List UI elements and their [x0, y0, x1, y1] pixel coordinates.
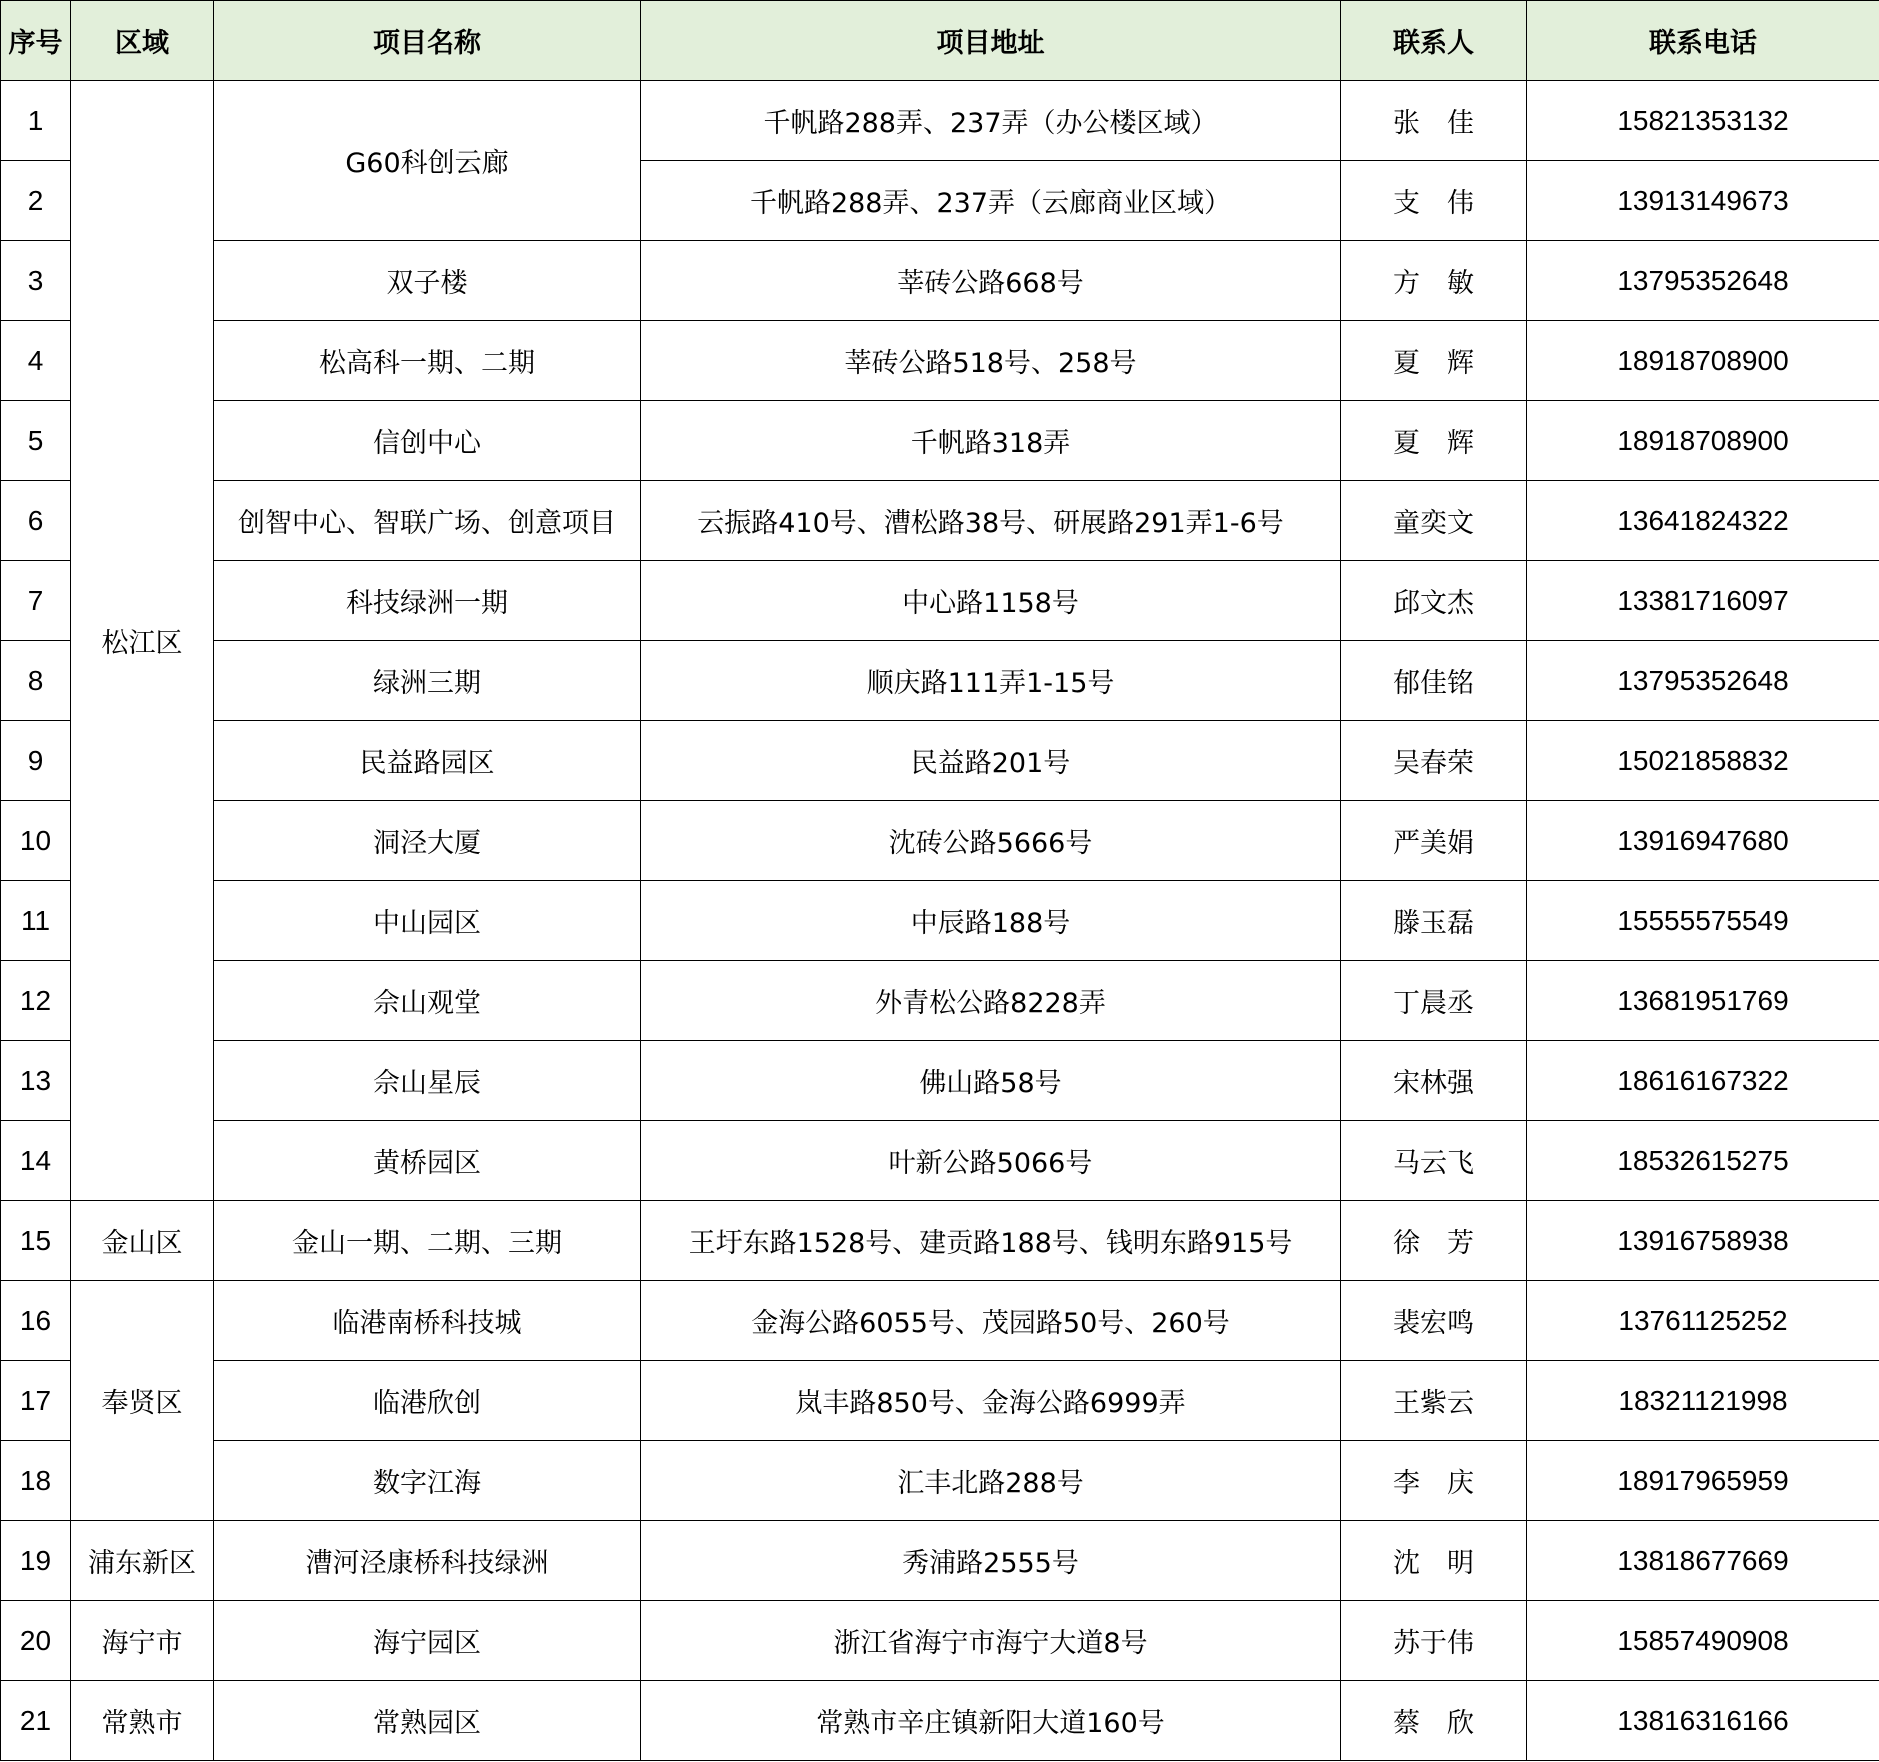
cell-phone: 15821353132	[1527, 81, 1879, 161]
cell-contact: 李 庆	[1341, 1441, 1527, 1521]
cell-address: 沈砖公路5666号	[641, 801, 1341, 881]
cell-address: 王圩东路1528号、建贡路188号、钱明东路915号	[641, 1201, 1341, 1281]
cell-address: 汇丰北路288号	[641, 1441, 1341, 1521]
cell-address: 叶新公路5066号	[641, 1121, 1341, 1201]
cell-address: 莘砖公路518号、258号	[641, 321, 1341, 401]
cell-seq: 13	[1, 1041, 71, 1121]
cell-contact: 蔡 欣	[1341, 1681, 1527, 1761]
cell-phone: 13795352648	[1527, 241, 1879, 321]
cell-address: 金海公路6055号、茂园路50号、260号	[641, 1281, 1341, 1361]
cell-phone: 13916947680	[1527, 801, 1879, 881]
cell-phone: 13681951769	[1527, 961, 1879, 1041]
cell-address: 民益路201号	[641, 721, 1341, 801]
cell-phone: 18321121998	[1527, 1361, 1879, 1441]
cell-project: 佘山观堂	[214, 961, 641, 1041]
cell-seq: 6	[1, 481, 71, 561]
cell-contact: 严美娟	[1341, 801, 1527, 881]
table-row	[1, 561, 1879, 641]
table-row	[1, 1041, 1879, 1121]
header-project: 项目名称	[214, 1, 641, 81]
cell-contact: 夏 辉	[1341, 321, 1527, 401]
cell-seq: 3	[1, 241, 71, 321]
header-row	[1, 1, 1879, 81]
cell-project: 佘山星辰	[214, 1041, 641, 1121]
cell-contact: 王紫云	[1341, 1361, 1527, 1441]
table-row	[1, 1361, 1879, 1441]
cell-region: 奉贤区	[71, 1281, 214, 1521]
cell-project: 中山园区	[214, 881, 641, 961]
table-row	[1, 1281, 1879, 1361]
cell-seq: 20	[1, 1601, 71, 1681]
cell-project: 科技绿洲一期	[214, 561, 641, 641]
table-row	[1, 1681, 1879, 1761]
cell-project: 常熟园区	[214, 1681, 641, 1761]
cell-phone: 15021858832	[1527, 721, 1879, 801]
table-row	[1, 241, 1879, 321]
cell-seq: 19	[1, 1521, 71, 1601]
cell-contact: 裴宏鸣	[1341, 1281, 1527, 1361]
cell-region: 浦东新区	[71, 1521, 214, 1601]
cell-region: 海宁市	[71, 1601, 214, 1681]
cell-project: 绿洲三期	[214, 641, 641, 721]
cell-region: 松江区	[71, 81, 214, 1201]
cell-contact: 丁晨丞	[1341, 961, 1527, 1041]
cell-address: 中辰路188号	[641, 881, 1341, 961]
cell-phone: 13816316166	[1527, 1681, 1879, 1761]
table-row	[1, 81, 1879, 161]
cell-address: 千帆路288弄、237弄（云廊商业区域）	[641, 161, 1341, 241]
cell-seq: 16	[1, 1281, 71, 1361]
table-row	[1, 321, 1879, 401]
header-contact: 联系人	[1341, 1, 1527, 81]
table-row	[1, 401, 1879, 481]
cell-seq: 7	[1, 561, 71, 641]
cell-project: 金山一期、二期、三期	[214, 1201, 641, 1281]
cell-seq: 15	[1, 1201, 71, 1281]
cell-address: 顺庆路111弄1-15号	[641, 641, 1341, 721]
cell-seq: 4	[1, 321, 71, 401]
cell-contact: 张 佳	[1341, 81, 1527, 161]
cell-address: 常熟市辛庄镇新阳大道160号	[641, 1681, 1341, 1761]
cell-address: 佛山路58号	[641, 1041, 1341, 1121]
cell-contact: 支 伟	[1341, 161, 1527, 241]
table-row	[1, 1521, 1879, 1601]
table-row	[1, 881, 1879, 961]
cell-project: 数字江海	[214, 1441, 641, 1521]
cell-contact: 马云飞	[1341, 1121, 1527, 1201]
table-row	[1, 1201, 1879, 1281]
cell-address: 中心路1158号	[641, 561, 1341, 641]
cell-address: 云振路410号、漕松路38号、研展路291弄1-6号	[641, 481, 1341, 561]
header-phone: 联系电话	[1527, 1, 1879, 81]
cell-project: 漕河泾康桥科技绿洲	[214, 1521, 641, 1601]
table-row	[1, 801, 1879, 881]
table-row	[1, 1601, 1879, 1681]
cell-address: 岚丰路850号、金海公路6999弄	[641, 1361, 1341, 1441]
cell-seq: 5	[1, 401, 71, 481]
cell-contact: 童奕文	[1341, 481, 1527, 561]
cell-contact: 邱文杰	[1341, 561, 1527, 641]
cell-contact: 徐 芳	[1341, 1201, 1527, 1281]
cell-project: 松高科一期、二期	[214, 321, 641, 401]
cell-seq: 21	[1, 1681, 71, 1761]
cell-address: 浙江省海宁市海宁大道8号	[641, 1601, 1341, 1681]
cell-address: 外青松公路8228弄	[641, 961, 1341, 1041]
table-row	[1, 641, 1879, 721]
cell-phone: 13795352648	[1527, 641, 1879, 721]
table-row	[1, 721, 1879, 801]
cell-phone: 13913149673	[1527, 161, 1879, 241]
cell-contact: 沈 明	[1341, 1521, 1527, 1601]
table-row	[1, 961, 1879, 1041]
cell-address: 千帆路288弄、237弄（办公楼区域）	[641, 81, 1341, 161]
cell-project: 创智中心、智联广场、创意项目	[214, 481, 641, 561]
cell-project: 临港欣创	[214, 1361, 641, 1441]
cell-contact: 吴春荣	[1341, 721, 1527, 801]
cell-phone: 15857490908	[1527, 1601, 1879, 1681]
cell-contact: 宋林强	[1341, 1041, 1527, 1121]
cell-seq: 11	[1, 881, 71, 961]
table-row	[1, 481, 1879, 561]
cell-seq: 12	[1, 961, 71, 1041]
cell-phone: 15555575549	[1527, 881, 1879, 961]
cell-seq: 1	[1, 81, 71, 161]
cell-project: 临港南桥科技城	[214, 1281, 641, 1361]
cell-project: G60科创云廊	[214, 81, 641, 241]
cell-address: 千帆路318弄	[641, 401, 1341, 481]
cell-project: 民益路园区	[214, 721, 641, 801]
header-region: 区域	[71, 1, 214, 81]
cell-project: 黄桥园区	[214, 1121, 641, 1201]
cell-seq: 8	[1, 641, 71, 721]
header-seq: 序号	[1, 1, 71, 81]
cell-seq: 2	[1, 161, 71, 241]
cell-phone: 18918708900	[1527, 321, 1879, 401]
cell-contact: 郁佳铭	[1341, 641, 1527, 721]
cell-project: 洞泾大厦	[214, 801, 641, 881]
table-row	[1, 1441, 1879, 1521]
table-row	[1, 1121, 1879, 1201]
cell-project: 海宁园区	[214, 1601, 641, 1681]
cell-address: 莘砖公路668号	[641, 241, 1341, 321]
cell-contact: 苏于伟	[1341, 1601, 1527, 1681]
cell-region: 金山区	[71, 1201, 214, 1281]
cell-project: 双子楼	[214, 241, 641, 321]
cell-phone: 13818677669	[1527, 1521, 1879, 1601]
cell-seq: 18	[1, 1441, 71, 1521]
cell-phone: 13381716097	[1527, 561, 1879, 641]
cell-seq: 17	[1, 1361, 71, 1441]
cell-region: 常熟市	[71, 1681, 214, 1761]
cell-seq: 14	[1, 1121, 71, 1201]
header-address: 项目地址	[641, 1, 1341, 81]
cell-phone: 13641824322	[1527, 481, 1879, 561]
cell-phone: 18532615275	[1527, 1121, 1879, 1201]
cell-seq: 9	[1, 721, 71, 801]
cell-seq: 10	[1, 801, 71, 881]
cell-contact: 滕玉磊	[1341, 881, 1527, 961]
cell-contact: 方 敏	[1341, 241, 1527, 321]
cell-phone: 13761125252	[1527, 1281, 1879, 1361]
cell-phone: 13916758938	[1527, 1201, 1879, 1281]
cell-address: 秀浦路2555号	[641, 1521, 1341, 1601]
cell-phone: 18918708900	[1527, 401, 1879, 481]
cell-contact: 夏 辉	[1341, 401, 1527, 481]
cell-phone: 18616167322	[1527, 1041, 1879, 1121]
cell-project: 信创中心	[214, 401, 641, 481]
cell-phone: 18917965959	[1527, 1441, 1879, 1521]
